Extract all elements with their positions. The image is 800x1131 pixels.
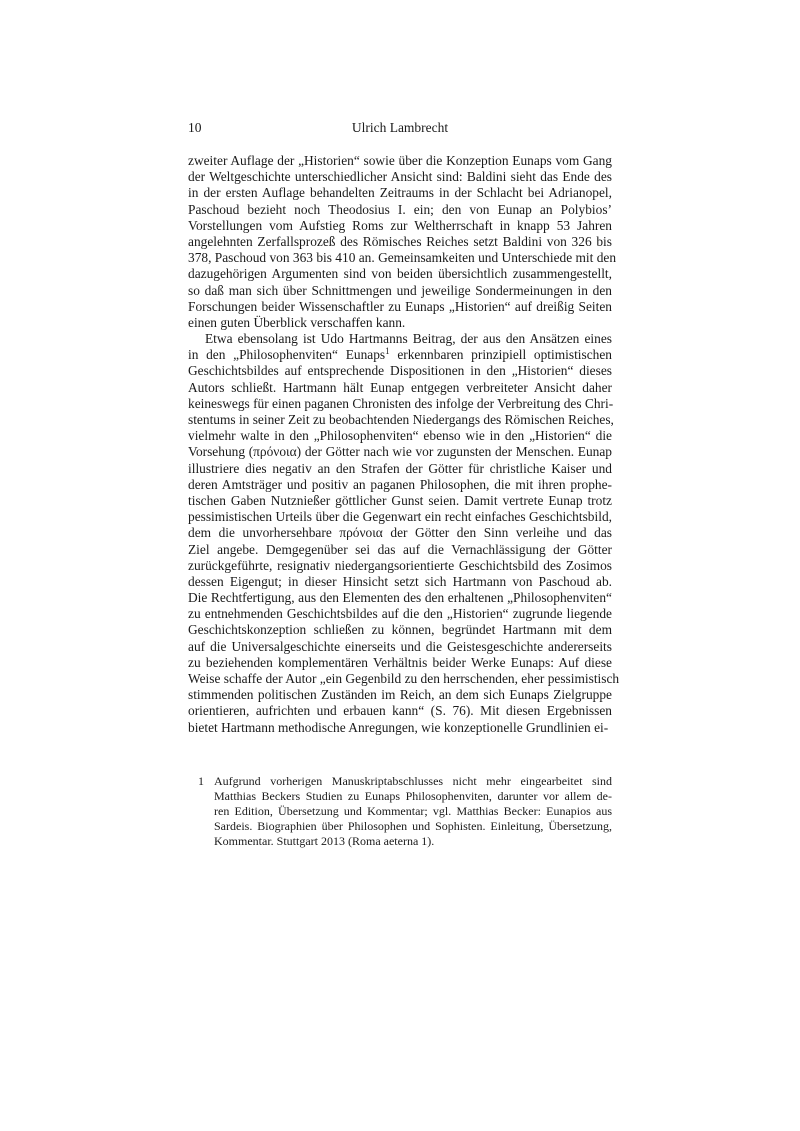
running-head-author: Ulrich Lambrecht [351, 120, 449, 135]
text-line: in der ersten Auflage behandelten Zeitraums in der Schlacht bei Adrianopel, [188, 185, 612, 201]
text-line: auf die Universalgeschichte einerseits und die Geistesgeschichte andererseits [188, 638, 612, 654]
text-line: Etwa ebensolang ist Udo Hartmanns Beitrag, der aus den Ansätzen eines [205, 331, 612, 347]
footnote-line: Matthias Beckers Studien zu Eunaps Philosophenviten, darunter vor allem de- [214, 789, 612, 803]
text-line: dessen Eigengut; in dieser Hinsicht setzt sich Hartmann von Paschoud ab. [188, 573, 612, 589]
text-line: Paschoud bezieht noch Theodosius I. ein; den von Eunap an Polybios’ [188, 201, 612, 217]
text-line: der Weltgeschichte unterschiedlicher Ansicht sind: Baldini sieht das Ende des [188, 169, 612, 185]
page-number: 10 [188, 120, 202, 135]
text-line: zurückgeführte, resignativ niedergangsorientierte Geschichtsbild des Zosimos [188, 557, 612, 573]
text-line: tischen Gaben Nutznießer göttlicher Gunst seien. Damit vertrete Eunap trotz [188, 492, 612, 508]
footnote-text [214, 774, 612, 849]
text-line: Forschungen beider Wissenschaftler zu Eunaps „Historien“ auf dreißig Seiten [188, 298, 612, 314]
text-line: Geschichtskonzeption schließen zu können, begründet Hartmann mit dem [188, 622, 612, 638]
footnote-line: ren Edition, Übersetzung und Kommentar; vgl. Matthias Becker: Eunapios aus [214, 804, 612, 818]
running-header [188, 120, 612, 136]
text-line: Weise schaffe der Autor „ein Gegenbild zu den herrschenden, eher pessimistisch [188, 671, 620, 686]
text-line: illustriere dies negativ an den Strafen der Götter für christliche Kaiser und [188, 460, 612, 476]
text-line: 378, Paschoud von 363 bis 410 an. Gemeinsamkeiten und Unterschiede mit den [188, 250, 617, 266]
text-line: dem die unvorhersehbare πρόνοια der Götter den Sinn verleihe und das [188, 525, 612, 541]
line-text: in den „Philosophenviten“ Eunaps [188, 347, 386, 363]
text-line: Autors schließt. Hartmann hält Eunap entgegen verbreiteter Ansicht daher [188, 379, 612, 395]
body-text [188, 153, 620, 736]
footnote-number: 1 [198, 774, 204, 788]
text-line: Die Rechtfertigung, aus den Elementen des den erhaltenen „Philosophenviten“ [188, 590, 612, 606]
text-line [188, 347, 612, 363]
text-line: pessimistischen Urteils über die Gegenwart ein recht einfaches Geschichtsbild, [188, 509, 612, 525]
footnote-reference[interactable]: 1 [385, 346, 390, 357]
text-line: stentums in seiner Zeit zu beobachtenden Niedergangs des Römischen Reiches, [188, 412, 614, 427]
text-line: orientieren, aufrichten und erbauen kann“ (S. 76). Mit diesen Ergebnissen [188, 703, 612, 719]
text-line: Ziel angebe. Demgegenüber sei das auf die Vernachlässigung der Götter [188, 541, 612, 557]
footnote-line: Sardeis. Biographien über Philosophen und Sophisten. Einleitung, Übersetzung, [214, 819, 612, 833]
text-line: zu beziehenden komplementären Verhältnis beider Werke Eunaps: Auf diese [188, 654, 612, 670]
footnote [198, 774, 612, 849]
text-line: Geschichtsbildes auf entsprechende Dispositionen in den „Historien“ dieses [188, 363, 612, 379]
text-line: keineswegs für einen paganen Chronisten des infolge der Verbreitung des Chri- [188, 395, 614, 411]
text-line: zweiter Auflage der „Historien“ sowie über die Konzeption Eunaps vom Gang [188, 153, 612, 168]
footnote-line: Aufgrund vorherigen Manuskriptabschlusses nicht mehr eingearbeitet sind [214, 774, 612, 788]
text-line: einen guten Überblick verschaffen kann. [188, 314, 406, 330]
text-line: Vorsehung (πρόνοια) der Götter nach wie vor zugunsten der Menschen. Eunap [188, 444, 612, 460]
text-line: zu entnehmenden Geschichtsbildes auf die den „Historien“ zugrunde liegende [188, 606, 612, 622]
text-line: angelehnten Zerfallsprozeß des Römisches Reiches setzt Baldini von 326 bis [188, 233, 612, 249]
text-line: deren Amtsträger und positiv an paganen Philosophen, die mit ihren prophe- [188, 476, 612, 492]
footnote-line: Kommentar. Stuttgart 2013 (Roma aeterna 1). [214, 834, 435, 848]
text-line: so daß man sich über Schnittmengen und jeweilige Sondermeinungen in den [188, 282, 612, 298]
text-line: Vorstellungen vom Aufstieg Roms zur Weltherrschaft in knapp 53 Jahren [188, 217, 612, 233]
text-line: dazugehörigen Argumenten sind von beiden übersichtlich zusammengestellt, [188, 266, 612, 282]
text-line: vielmehr walte in den „Philosophenviten“ ebenso wie in den „Historien“ die [188, 428, 612, 444]
line-text: erkennbaren prinzipiell optimistischen [389, 347, 613, 363]
text-line: bietet Hartmann methodische Anregungen, wie konzeptionelle Grundlinien ei- [188, 719, 609, 735]
text-line: stimmenden politischen Zuständen im Reich, an dem sich Eunaps Zielgruppe [188, 687, 612, 703]
